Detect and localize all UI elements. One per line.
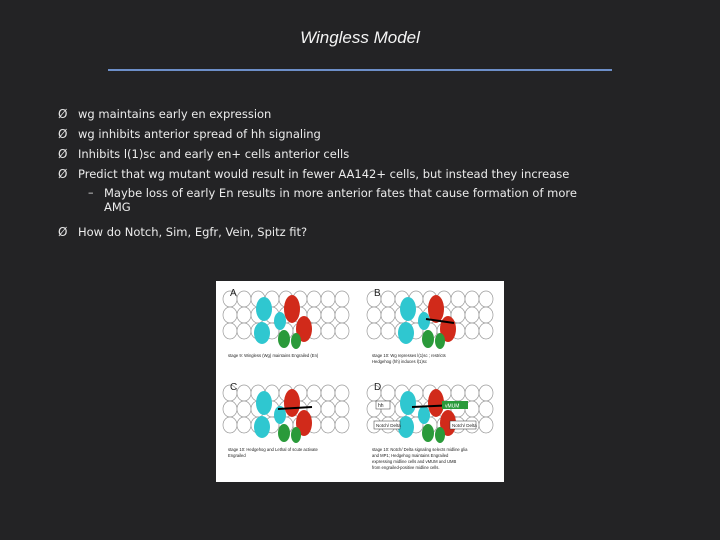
outline-cell xyxy=(367,323,381,339)
embryo-diagram-svg xyxy=(216,281,504,482)
cyan-cell xyxy=(400,297,416,321)
cyan-cell xyxy=(256,391,272,415)
outline-cell xyxy=(321,385,335,401)
outline-cell xyxy=(479,417,493,433)
panel-caption: and MP1; Hedgehog maintains Engrailed xyxy=(372,453,449,458)
outline-cell xyxy=(223,307,237,323)
embryo-diagram-figure xyxy=(216,281,504,482)
outline-cell xyxy=(381,385,395,401)
outline-cell xyxy=(381,291,395,307)
outline-cell xyxy=(381,323,395,339)
title-underline xyxy=(108,69,612,71)
bullet-text: wg inhibits anterior spread of hh signaling xyxy=(78,127,321,141)
outline-cell xyxy=(237,417,251,433)
outline-cell xyxy=(237,291,251,307)
outline-cell xyxy=(479,307,493,323)
outline-cell xyxy=(237,401,251,417)
outline-cell xyxy=(335,417,349,433)
outline-cell xyxy=(223,323,237,339)
sub-bullet-text: Maybe loss of early En results in more anterior fates that cause formation of more AMG xyxy=(104,186,577,214)
bullet-item xyxy=(58,104,598,124)
panel-letter: D xyxy=(374,382,382,393)
panel-caption: expressing midline cells and vMUM and UMB xyxy=(372,459,457,464)
outline-cell xyxy=(335,323,349,339)
bullet-item xyxy=(58,222,598,242)
red-cell xyxy=(428,389,444,417)
outline-cell xyxy=(465,291,479,307)
cyan-cell xyxy=(400,391,416,415)
outline-cell xyxy=(381,307,395,323)
bullet-text: wg maintains early en expression xyxy=(78,107,272,121)
panel-caption: from engrailed-positive midline cells. xyxy=(372,465,440,470)
green-cell xyxy=(435,427,445,443)
cyan-cell xyxy=(254,322,270,344)
outline-cell xyxy=(321,323,335,339)
bullet-text: Inhibits l(1)sc and early en+ cells anterior cells xyxy=(78,147,350,161)
green-cell xyxy=(422,424,434,442)
cyan-cell xyxy=(256,297,272,321)
outline-cell xyxy=(321,291,335,307)
bullet-text: How do Notch, Sim, Egfr, Vein, Spitz fit? xyxy=(78,225,308,239)
arrow-bullet-icon: Ø xyxy=(58,107,68,121)
slide-title: Wingless Model xyxy=(300,28,420,47)
green-cell xyxy=(435,333,445,349)
notch-delta-label: Notch/ Delta xyxy=(452,423,477,428)
panel-caption: stage 10: Hedgehog and Lethal of scute activate xyxy=(228,447,318,452)
outline-cell xyxy=(237,323,251,339)
outline-cell xyxy=(335,307,349,323)
bullet-list xyxy=(58,104,598,242)
outline-cell xyxy=(465,307,479,323)
outline-cell xyxy=(237,385,251,401)
green-cell xyxy=(278,330,290,348)
sub-bullet-item xyxy=(58,186,598,214)
outline-cell xyxy=(223,401,237,417)
bullet-item xyxy=(58,144,598,164)
green-cell xyxy=(291,333,301,349)
outline-cell xyxy=(307,385,321,401)
outline-cell xyxy=(335,291,349,307)
outline-cell xyxy=(451,291,465,307)
outline-cell xyxy=(451,385,465,401)
panel-letter: C xyxy=(230,382,238,393)
outline-cell xyxy=(479,385,493,401)
cyan-cell xyxy=(398,322,414,344)
outline-cell xyxy=(479,291,493,307)
green-cell xyxy=(291,427,301,443)
bullet-item xyxy=(58,164,598,184)
outline-cell xyxy=(321,307,335,323)
outline-cell xyxy=(335,401,349,417)
panel-letter: A xyxy=(230,288,237,299)
red-cell xyxy=(284,295,300,323)
outline-cell xyxy=(367,307,381,323)
cyan-cell xyxy=(274,312,286,330)
outline-cell xyxy=(237,307,251,323)
hh-label: hh xyxy=(378,403,384,409)
panel-caption: stage 10: Notch/ Delta signaling selects midline glia xyxy=(372,447,468,452)
green-cell xyxy=(422,330,434,348)
outline-cell xyxy=(321,417,335,433)
outline-cell xyxy=(307,291,321,307)
bullet-item xyxy=(58,124,598,144)
panel-letter: B xyxy=(374,288,381,299)
panel-caption: stage 10: Wg represses l(1)sc ; restricts xyxy=(372,353,446,358)
arrow-bullet-icon: Ø xyxy=(58,147,68,161)
outline-cell xyxy=(465,385,479,401)
arrow-bullet-icon: Ø xyxy=(58,167,68,181)
cyan-cell xyxy=(418,312,430,330)
dash-bullet-icon: – xyxy=(88,186,94,199)
outline-cell xyxy=(465,323,479,339)
red-cell xyxy=(284,389,300,417)
panel-caption: stage 9: Wingless (Wg) maintains Engrailed (En) xyxy=(228,353,319,358)
bullet-text: Predict that wg mutant would result in fewer AA142+ cells, but instead they increase xyxy=(78,167,570,181)
arrow-bullet-icon: Ø xyxy=(58,127,68,141)
outline-cell xyxy=(335,385,349,401)
panel-caption: Hedgehog (hh) induces l(1)sc xyxy=(372,359,427,364)
vmum-label: vMUM xyxy=(445,403,460,410)
outline-cell xyxy=(223,417,237,433)
outline-cell xyxy=(479,323,493,339)
arrow-bullet-icon: Ø xyxy=(58,225,68,239)
outline-cell xyxy=(321,401,335,417)
notch-delta-label: Notch/ Delta xyxy=(376,423,401,428)
panel-caption: Engrailed xyxy=(228,453,246,458)
outline-cell xyxy=(479,401,493,417)
green-cell xyxy=(278,424,290,442)
cyan-cell xyxy=(254,416,270,438)
cyan-cell xyxy=(418,406,430,424)
